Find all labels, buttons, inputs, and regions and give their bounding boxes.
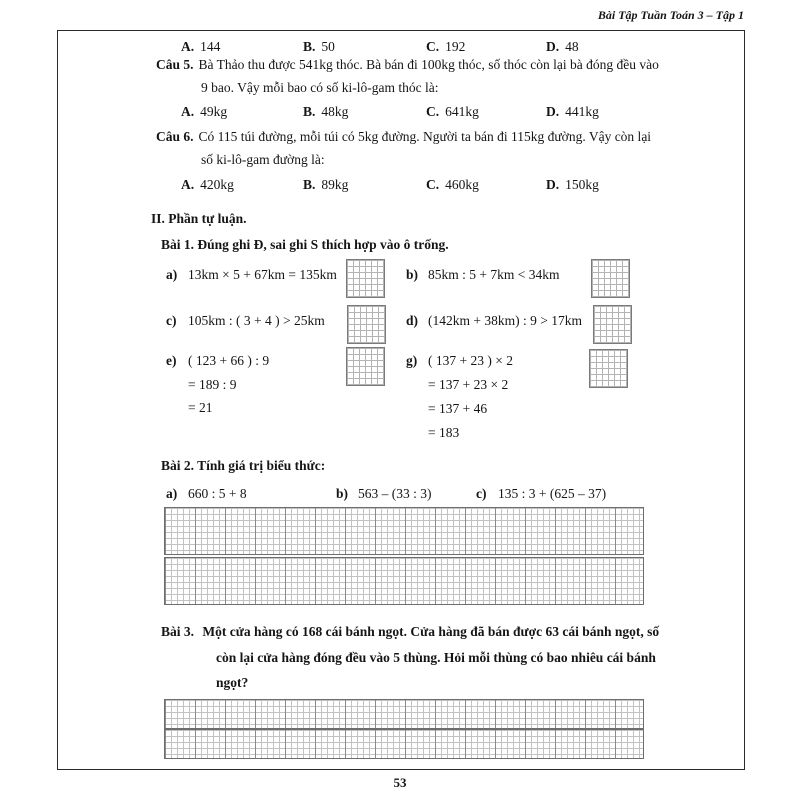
- item-expr-c: 105km : ( 3 + 4 ) > 25km: [188, 313, 325, 328]
- answer-letter: A.: [181, 104, 195, 119]
- bai2-title: Bài 2. Tính giá trị biểu thức:: [161, 458, 326, 473]
- bai2-label-c: c): [476, 486, 487, 501]
- answer-gridbox-d: [593, 305, 632, 344]
- answer-letter: A.: [181, 177, 195, 192]
- bai2-label-a: a): [166, 486, 178, 501]
- item-expr-g1: ( 137 + 23 ) × 2: [428, 353, 513, 368]
- answer-letter: D.: [546, 104, 560, 119]
- item-expr-g3: = 137 + 46: [428, 401, 488, 416]
- bai2-label-b: b): [336, 486, 349, 501]
- answer-option: [181, 39, 220, 56]
- answer-letter: B.: [303, 104, 316, 119]
- answer-value: 48kg: [321, 104, 349, 119]
- bai2-expr-c: 135 : 3 + (625 – 37): [498, 486, 607, 501]
- page-number: 53: [393, 775, 407, 790]
- answer-value: 144: [200, 39, 221, 54]
- answer-option: [546, 104, 599, 121]
- question-label: Câu 6.: [156, 129, 194, 144]
- answer-letter: B.: [303, 39, 316, 54]
- answer-letter: C.: [426, 39, 440, 54]
- item-label-c: c): [166, 313, 177, 328]
- work-grid-bai3-top: [164, 699, 644, 729]
- answer-value: 460kg: [445, 177, 479, 192]
- bai1-title: Bài 1. Đúng ghi Đ, sai ghi S thích hợp vào ô trống.: [161, 237, 449, 252]
- item-expr-b: 85km : 5 + 7km < 34km: [428, 267, 560, 282]
- bai3-line2: còn lại cửa hàng đóng đều vào 5 thùng. Hỏi mỗi thùng có bao nhiêu cái bánh: [216, 650, 656, 665]
- answer-letter: C.: [426, 104, 440, 119]
- bai3-line3: ngọt?: [216, 675, 249, 690]
- question-cau5-line1: [156, 57, 659, 74]
- item-expr-e2: = 189 : 9: [188, 377, 237, 392]
- question-text: Có 115 túi đường, mỗi túi có 5kg đường. Người ta bán đi 115kg đường. Vậy còn lại: [198, 129, 652, 144]
- answer-letter: B.: [303, 177, 316, 192]
- question-label: Câu 5.: [156, 57, 194, 72]
- answer-value: 441kg: [565, 104, 599, 119]
- answer-gridbox-b: [591, 259, 630, 298]
- item-expr-g4: = 183: [428, 425, 460, 440]
- answer-option: [303, 39, 335, 56]
- answer-value: 641kg: [445, 104, 479, 119]
- content-frame: [57, 30, 745, 770]
- question-cau5-line2: 9 bao. Vậy mỗi bao có số ki-lô-gam thóc là:: [201, 80, 439, 95]
- item-expr-e3: = 21: [188, 400, 213, 415]
- answer-value: 420kg: [200, 177, 234, 192]
- answer-option: [426, 104, 479, 121]
- answer-gridbox-c: [347, 305, 386, 344]
- bai3-label: Bài 3.: [161, 624, 195, 639]
- item-expr-g2: = 137 + 23 × 2: [428, 377, 509, 392]
- answer-value: 89kg: [321, 177, 349, 192]
- answer-option: [426, 39, 465, 56]
- answer-option: [546, 177, 599, 194]
- question-cau6-line1: [156, 129, 651, 146]
- answer-option: [181, 177, 234, 194]
- answer-value: 48: [565, 39, 579, 54]
- answer-value: 50: [321, 39, 335, 54]
- work-grid-bai2-top: [164, 507, 644, 555]
- answer-option: [181, 104, 227, 121]
- answer-value: 192: [445, 39, 466, 54]
- answer-option: [426, 177, 479, 194]
- answer-gridbox-e: [346, 347, 385, 386]
- bai3-text1: Một cửa hàng có 168 cái bánh ngọt. Cửa hàng đã bán được 63 cái bánh ngọt, số: [202, 624, 660, 639]
- answer-option: [303, 177, 348, 194]
- item-label-g: g): [406, 353, 418, 368]
- work-grid-bai2-bottom: [164, 557, 644, 605]
- item-expr-d: (142km + 38km) : 9 > 17km: [428, 313, 582, 328]
- answer-option: [303, 104, 348, 121]
- bai2-expr-a: 660 : 5 + 8: [188, 486, 247, 501]
- question-cau6-line2: số ki-lô-gam đường là:: [201, 152, 325, 167]
- question-text: Bà Thảo thu được 541kg thóc. Bà bán đi 100kg thóc, số thóc còn lại bà đóng đều vào: [198, 57, 659, 72]
- answer-letter: C.: [426, 177, 440, 192]
- item-label-a: a): [166, 267, 178, 282]
- item-label-b: b): [406, 267, 419, 282]
- answer-value: 49kg: [200, 104, 228, 119]
- answer-option: [546, 39, 579, 56]
- answer-letter: D.: [546, 177, 560, 192]
- answer-letter: D.: [546, 39, 560, 54]
- item-expr-a: 13km × 5 + 67km = 135km: [188, 267, 337, 282]
- item-label-e: e): [166, 353, 177, 368]
- work-grid-bai3-bottom: [164, 729, 644, 759]
- section-title: II. Phần tự luận.: [151, 211, 247, 226]
- answer-gridbox-a: [346, 259, 385, 298]
- answer-gridbox-g: [589, 349, 628, 388]
- bai3-line1: [161, 624, 659, 641]
- answer-letter: A.: [181, 39, 195, 54]
- item-label-d: d): [406, 313, 419, 328]
- header-title: Bài Tập Tuần Toán 3 – Tập 1: [597, 8, 744, 22]
- answer-value: 150kg: [565, 177, 599, 192]
- bai2-expr-b: 563 – (33 : 3): [358, 486, 432, 501]
- item-expr-e1: ( 123 + 66 ) : 9: [188, 353, 270, 368]
